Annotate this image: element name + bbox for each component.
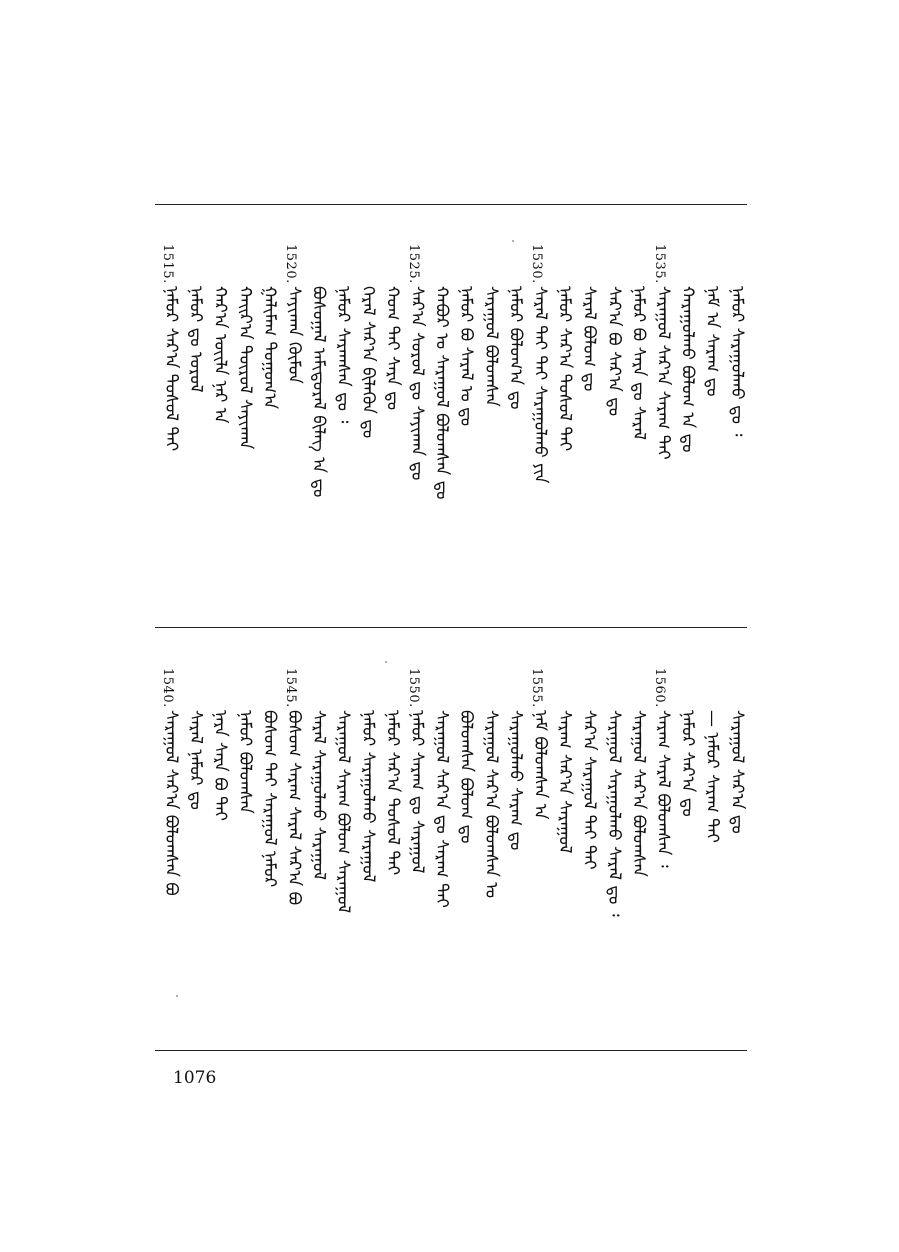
verse-line [258,244,280,604]
verse-text: ᠰᠠᠷ᠎ᠠ ᠰᠠᠷᠠᠭᠤᠯ ᠲᠠᠢ ᠲᠠᠢ [579,710,600,870]
verse-text: ᠨᠠᠮᠤᠷ ᠰᠠᠷᠠᠭᠰᠠᠨ ᠳᠤ ᠄ [333,286,354,424]
line-number: 1525. [406,244,421,284]
verse-line [185,244,207,604]
verse-line [627,244,649,604]
verse-text: ᠪᠣᠰᠣᠭ ᠲᠠᠢ ᠰᠠᠷᠠᠭᠤᠯ ᠨᠠᠮᠤᠷ [259,710,280,888]
verse-text: ᠨᠠᠮᠤᠷ ᠰᠠᠷᠠᠭ ᠳᠤ ᠰᠠᠷᠠᠭᠤᠯ [407,710,427,874]
verse-line [234,244,256,604]
line-number: 1515. [160,244,175,284]
verse-line [627,668,649,1038]
speck [385,661,387,663]
line-number: 1550. [406,668,421,708]
verse-line [652,244,674,604]
verse-text: ᠬᠣᠭ ᠲᠠᠢ ᠰᠠᠷᠠ ᠳᠤ [382,286,403,411]
verse-line [160,668,182,1038]
page-number: 1076 [173,1068,217,1088]
verse-text: ᠰᠠᠷᠠᠯ ᠲᠠᠢ ᠲᠠᠢ ᠰᠠᠷᠠᠭᠤᠯᠬᠤ ᠶᠢᠨ [530,286,550,484]
verse-line [529,244,551,604]
verse-text: — ᠨᠠᠮᠤᠷ ᠰᠠᠷᠠᠭ ᠲᠠᠢ [702,710,723,843]
speck [512,240,514,242]
verse-text: ᠰᠠᠷ᠎ᠠ ᠰᠤᠷᠤᠯ ᠳᠤ ᠰᠠᠶᠢᠬᠠᠨ ᠳᠤ [407,286,427,481]
verse-text: ᠬᠠᠷ᠎ᠠ ᠦᠢᠯᠡ ᠨᠠᠷ ᠠ [210,286,231,424]
top-rule [155,204,747,205]
verse-line [332,244,354,604]
verse-text: ᠭᠠᠯᠢᠮᠠᠭ ᠲᠣᠭᠤᠭ᠎ᠠ [259,286,280,410]
verse-text: ᠨᠠᠮᠤᠷ ᠪᠣ ᠰᠠᠷᠠ ᠳᠤ ᠰᠠᠷᠠᠯ [628,286,649,441]
verse-text: ᠨᠠᠷᠠ ᠰᠠᠷᠠ ᠪᠣ ᠲᠠᠢ [210,710,231,821]
verse-text: ᠨᠠᠮᠤᠷ ᠰᠠᠷᠠᠭᠤᠯᠬᠤ ᠰᠠᠷᠠᠭᠤᠯ [357,710,378,883]
verse-line [381,668,403,1038]
verse-line [308,244,330,604]
verse-line [283,668,305,1038]
verse-line [160,244,182,604]
verse-text: ᠨᠠᠮᠤᠷ ᠰᠠᠷ᠎ᠠ ᠳᠤᠰᠤᠯ ᠲᠠᠢ [554,286,575,452]
verse-text: ᠪᠣᠰᠣᠭ ᠰᠠᠷᠠᠭ ᠰᠠᠷᠠᠯ ᠰᠠᠷ᠎ᠠ ᠪᠣ [284,710,304,906]
verse-text: ᠨᠠᠮᠤᠷ ᠰᠠᠷᠠᠭᠤᠯᠬᠤ ᠳᠤ ᠄ [726,286,747,437]
verse-line [406,668,428,1038]
verse-line [701,668,723,1038]
line-number: 1540. [160,668,175,708]
line-number: 1555. [529,668,544,708]
verse-line [504,668,526,1038]
verse-line [554,244,576,604]
verse-line [283,244,305,604]
bottom-rule [155,1050,747,1051]
verse-text: ᠨᠠᠮᠤᠷ ᠰᠠᠷ᠎ᠠ ᠳᠤ [677,710,698,817]
line-number: 1560. [652,668,667,708]
verse-line [603,244,625,604]
verse-line [308,668,330,1038]
verse-line [677,668,699,1038]
verse-text: ᠨᠠᠮᠤᠷ ᠰᠠᠷ᠎ᠠ ᠳᠤᠰᠤᠯ ᠲᠠᠢ [382,710,403,876]
verse-line [209,668,231,1038]
verse-line [480,668,502,1038]
verse-text: ᠨᠠᠮᠤᠷ ᠪᠣᠯᠤᠭᠰᠠᠨ [234,710,255,814]
verse-line [455,668,477,1038]
verse-line [701,244,723,604]
speck [176,995,178,997]
verse-text: ᠰᠠᠷᠠᠭᠤᠯ ᠪᠣᠯᠤᠭᠰᠠᠨ [480,286,501,407]
verse-line [431,668,453,1038]
verse-text: ᠬᠠᠷᠠᠭᠤᠯᠬᠤ ᠪᠣᠯᠤᠭ ᠠ ᠳᠤ [677,286,698,453]
verse-text: ᠰᠠᠷᠠᠭᠤᠯ ᠰᠠᠷ᠎ᠠ ᠰᠠᠷᠠᠭ ᠲᠠᠢ [653,286,673,460]
verse-line [578,244,600,604]
verse-line [726,668,748,1038]
verse-text: ᠰᠠᠷᠠᠯ ᠰᠠᠷᠠᠭᠤᠯᠬᠤ ᠰᠠᠷᠠᠭᠤᠯ [308,710,329,880]
verse-line [406,244,428,604]
verse-line [480,244,502,604]
verse-line [529,668,551,1038]
verse-text: ᠰᠠᠷᠠᠭᠤᠯ ᠰᠠᠷ᠎ᠠ ᠪᠣᠯᠤᠭᠰᠠᠨ [628,710,649,877]
verse-text: ᠬᠠᠪᠤᠷ ᠤ ᠰᠠᠷᠠᠭᠤᠯ ᠪᠣᠯᠤᠭᠰᠠᠨ ᠳᠤ [431,286,452,500]
verse-line [357,668,379,1038]
verse-text: ᠬᠠᠢᠷ᠎ᠠ ᠲᠦᠷᠦᠯ ᠰᠠᠶᠢᠬᠠᠨ [234,286,255,450]
verse-block-1515-1538 [160,244,747,604]
verse-text: ᠰᠠᠷᠠᠯ ᠪᠣᠯᠤᠭ ᠳᠤ [579,286,600,392]
verse-line [504,244,526,604]
verse-text: ᠨᠠᠮᠤᠷ ᠪᠣᠯᠤᠭ᠎ᠠ ᠳᠤ [505,286,526,410]
verse-text: ᠨᠠᠮᠤᠷ ᠰᠠᠷ᠎ᠠ ᠳᠤᠰᠤᠯ ᠲᠠᠢ [161,286,181,452]
verse-text: ᠰᠠᠷᠠᠭ ᠰᠠᠷᠠᠯ ᠪᠣᠯᠤᠭᠰᠠᠨ ᠄ [653,710,673,868]
verse-line [554,668,576,1038]
verse-line [258,668,280,1038]
verse-text: ᠰᠠᠷᠠᠭᠤᠯ ᠰᠠᠷ᠎ᠠ ᠳᠤ [726,710,747,834]
verse-text: ᠰᠠᠷᠠᠭᠤᠯ ᠰᠠᠷ᠎ᠠ ᠪᠣᠯᠤᠭᠰᠠᠨ ᠪᠣ [161,710,181,896]
verse-line [677,244,699,604]
verse-text: ᠪᠣᠰᠣᠭᠠᠯ ᠠᠮᠢᠳᠤᠷᠠᠯ ᠪᠢᠯᠡᠭ ᠠ ᠳᠤ [308,286,329,498]
verse-line [726,244,748,604]
verse-text: ᠰᠠᠷᠠᠭᠤᠯ ᠰᠠᠷᠠᠭ ᠪᠣᠯᠤᠭ ᠰᠠᠷᠠᠭᠤᠯ [333,710,354,914]
verse-text: ᠰᠠᠷ᠎ᠠ ᠪᠣ ᠰᠠᠷ᠎ᠠ ᠳᠤ [603,286,624,417]
verse-block-1540-1563 [160,668,747,1038]
line-number: 1535. [652,244,667,284]
verse-text: ᠰᠠᠷᠠᠭᠤᠯᠬᠤ ᠰᠠᠷᠠᠭ ᠳᠤ [505,710,526,851]
verse-line [234,668,256,1038]
verse-line [578,668,600,1038]
verse-line [209,244,231,604]
verse-text: ᠨᠠᠮ ᠪᠣᠯᠤᠭᠰᠠᠨ ᠠ [530,710,550,820]
verse-line [431,244,453,604]
verse-text: ᠰᠠᠷᠠᠭ ᠰᠠᠷ᠎ᠠ ᠰᠠᠷᠠᠭᠤᠯ [554,710,575,854]
verse-text: ᠭᠡᠷᠡᠯ ᠰᠠᠷ᠎ᠠ ᠪᠢᠯᠡᠭᠦᠨ ᠳᠤ [357,286,378,439]
verse-text: ᠪᠣᠯᠤᠭᠰᠠᠨ ᠪᠣᠯᠤᠭ ᠳᠤ [456,710,477,844]
line-number: 1530. [529,244,544,284]
verse-line [455,244,477,604]
verse-line [381,244,403,604]
middle-rule [155,627,747,628]
verse-line [357,244,379,604]
verse-line [332,668,354,1038]
verse-text: ᠰᠠᠷᠠᠭᠤᠯ ᠰᠠᠷ᠎ᠠ ᠪᠣᠯᠤᠭᠰᠠᠨ ᠤ [480,710,501,899]
verse-text: ᠰᠠᠷᠠᠭᠤᠯ ᠰᠠᠷ᠎ᠠ ᠳᠤ ᠰᠠᠷᠠᠭ ᠲᠠᠢ [431,710,452,908]
verse-text: ᠨᠠᠮ ᠠ ᠰᠠᠷᠠᠭ ᠳᠤ [702,286,723,397]
verse-text: ᠨᠠᠮᠤᠷ ᠳᠤ ᠣᠷᠤᠯ [185,286,206,393]
line-number: 1545. [283,668,298,708]
verse-line [603,668,625,1038]
verse-line [652,668,674,1038]
verse-text: ᠰᠠᠶᠢᠬᠠᠨ ᠬᠦᠮᠦᠨ [284,286,304,384]
verse-line [185,668,207,1038]
verse-text: ᠨᠠᠮᠤᠷ ᠪᠣ ᠰᠠᠷᠠᠯ ᠤ ᠳᠤ [456,286,477,427]
verse-text: ᠰᠠᠷᠠᠯ ᠨᠠᠮᠤᠷ ᠳᠤ [185,710,206,810]
verse-text: ᠰᠠᠷᠠᠭᠤᠯ ᠰᠠᠷᠠᠭᠤᠯᠬᠤ ᠰᠠᠷᠠᠯ ᠳᠤ ᠄ [603,710,624,917]
line-number: 1520. [283,244,298,284]
